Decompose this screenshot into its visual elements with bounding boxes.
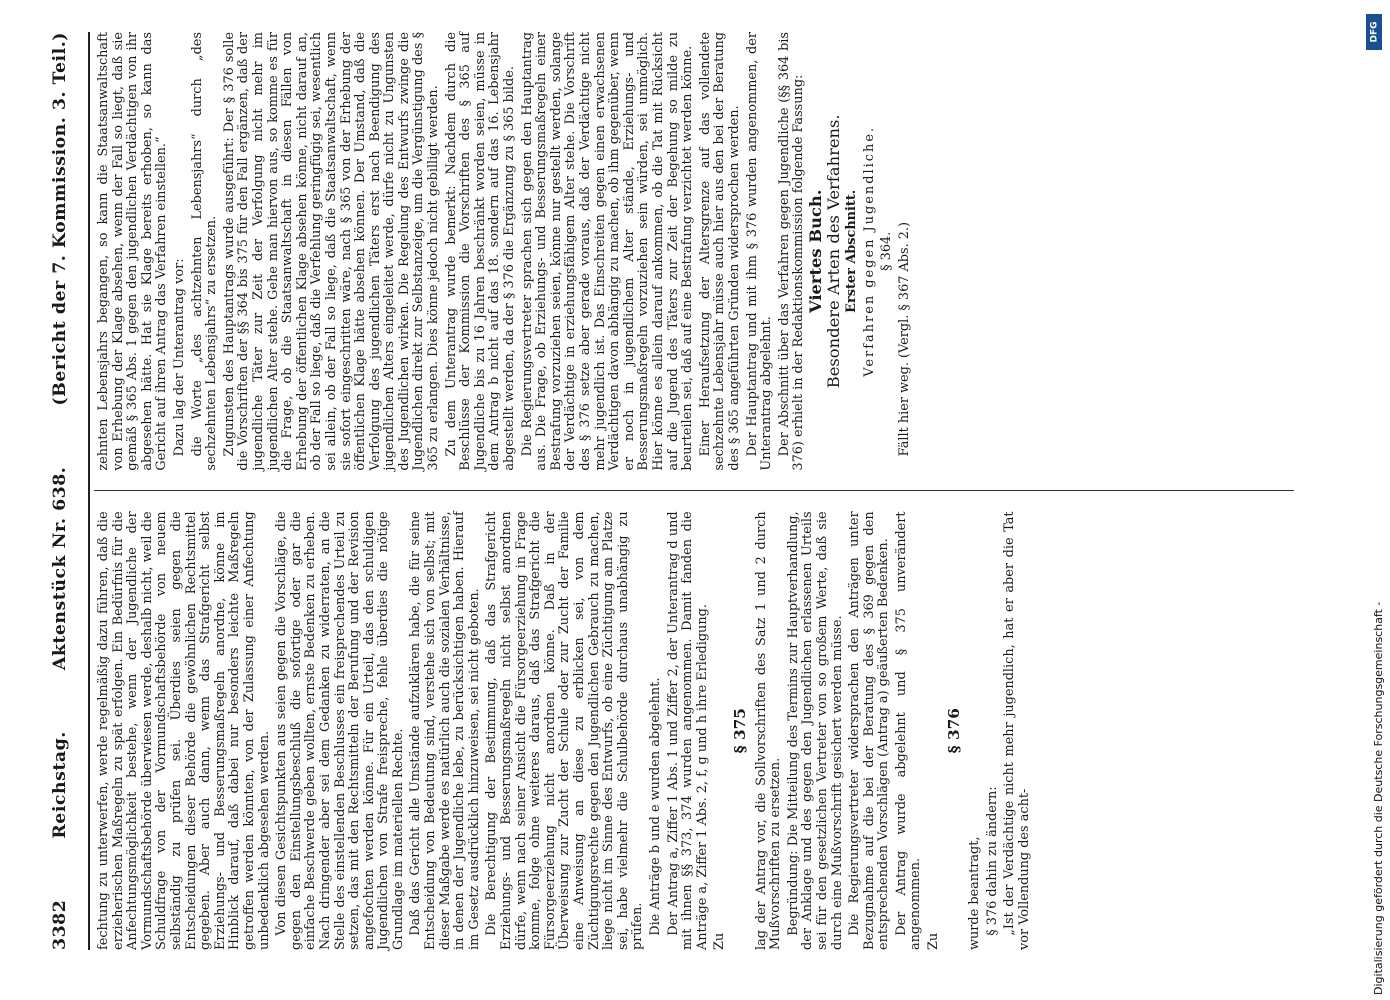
paragraph: zehnten Lebensjahrs begangen, so kann die Staatsanwaltschaft von Erhebung der Klage absehen, wenn der Fall so liegt, daß sie gemäß § 365 Abs. 1 gegen den jugendlichen Verdächtigen von ihr abgesehen hätte. Hat sie Klage bereits erhoben, so kann das Gericht auf ihren Antrag das Verfahren einstellen.“ [95,32,169,471]
paragraph: fechtung zu unterwerfen, werde regelmäßig dazu führen, daß die erzieherischen Maßregeln zu spät erfolgen. Ein Bedürfnis für die Anfechtungsmöglichkeit bestehe, wenn der Jugendliche der Vormundschaftsbehörde überwiesen werde, deshalb nicht, weil die Schuldfrage von der Vormundschaftsbehörde von neuem selbständig zu prüfen sei. Überdies seien gegen die Entscheidungen dieser Behörde die gewöhnlichen Rechtsmittel gegeben. Aber auch dann, wenn das Strafgericht selbst Erziehungs- und Besserungsmaßregeln anordne, könne im Hinblick darauf, daß dabei nur besonders leichte Maßregeln getroffen werden könnten, von der Zulassung einer Anfechtung unbedenklich abgesehen werden. [95,511,271,950]
column-divider [94,490,1294,491]
page-header [50,32,82,950]
paragraph: „Ist der Verdächtige nicht mehr jugendlich, hat er aber die Tat vor Vollendung des acht- [1001,511,1032,950]
paragraph: Der Antrag wurde abgelehnt und § 375 unverändert angenommen. [892,511,923,950]
left-column [96,511,1326,950]
section-heading-376: § 376 [944,708,963,754]
paragraph: Begründung: Die Mitteilung des Termins zur Hauptverhandlung, der Anklage und des gegen den Jugendlichen erlassenen Urteils sei für den gesetzlichen Vertreter von so großem Werte, daß sie durch eine Mußvorschrift gesichert werden müsse. [784,511,844,950]
paragraph-number: § 364. [878,231,894,271]
watermark-text: Digitalisierung gefördert durch die Deutsche Forschungsgemeinschaft - [1372,601,1385,995]
book-heading: Viertes Buch. [805,189,825,314]
paragraph: Dazu lag der Unterantrag vor: [170,258,186,457]
header-right-title: (Bericht der 7. Kommission. 3. Teil.) [50,32,70,406]
zu-label: Zu [711,932,727,950]
paragraph: Die Anträge b und e wurden abgelehnt. [646,677,662,936]
section-subheading: Verfahren gegen Jugendliche. [860,125,876,377]
zu-label: Zu [925,932,941,950]
page-number: 3382 [50,899,70,950]
paragraph: Fällt hier weg. (Vergl. § 367 Abs. 2.) [895,221,911,457]
paragraph: Zu dem Unterantrag wurde bemerkt: Nachdem durch die Beschlüsse der Kommission die Vorschriften des § 365 auf Jugendliche bis zu 16 Jahren beschränkt worden seien, müsse in dem Antrag b nicht auf das 18. sondern auf das 16. Lebensjahr abgestellt werden, da der § 376 die Ergänzung zu § 365 bilde. [442,32,517,471]
paragraph: Der Abschnitt über das Verfahren gegen Jugendliche (§§ 364 bis 376) erhielt in der Redaktionskommission folgende Fassung: [775,32,806,471]
header-left-title: Reichstag. [50,731,70,839]
section-heading-375: § 375 [730,708,749,754]
paragraph: Die Regierungsvertreter widersprachen den Anträgen unter Bezugnahme auf die bei der Beratung des § 369 gegen den entsprechenden Vorschlägen (Antrag a) geäußerten Bedenken. [846,511,891,950]
right-column [96,32,1326,471]
paragraph: Einer Heraufsetzung der Altersgrenze auf das vollendete sechzehnte Lebensjahr müsse auch hier aus den bei der Beratung des § 365 angeführten Gründen widersprochen werden. [696,32,741,471]
paragraph: Die Regierungsvertreter sprachen sich gegen den Hauptantrag aus. Die Frage, ob Erziehungs- und Besserungsmaßregeln einer Bestrafung vorzuziehen seien, könne nur gestellt werden, solange der Verdächtige in erziehungsfähigem Alter stehe. Die Vorschrift des § 376 setze aber gerade voraus, daß der Verdächtige nicht mehr jugendlich ist. Das Einschreiten gegen einen erwachsenen Verdächtigen davon abhängig zu machen, ob ihm gegenüber, wenn er noch in jugendlichem Alter stände, Erziehungs- und Besserungsmaßregeln vorzuziehen sein würden, sei unmöglich. Hier könne es allein darauf ankommen, ob die Tat mit Rücksicht auf die Jugend des Täters zur Zeit der Begehung so milde zu beurteilen sei, daß auf eine Bestrafung verzichtet werden könne. [518,32,695,471]
header-center-title: Aktenstück Nr. 638. [50,466,70,671]
document-page [50,32,1340,950]
paragraph: wurde beantragt, [966,836,982,950]
dfg-logo: DFG [1366,14,1382,50]
paragraph: Daß das Gericht alle Umstände aufzuklären habe, die für seine Entscheidung von Bedeutung sind, verstehe sich von selbst; mit dieser Maßgabe werde es natürlich auch die sozialen Verhältnisse, in denen der Jugendliche lebe, zu berücksichtigen haben. Hierauf im Gesetz ausdrücklich hinzuweisen, sei nicht geboten. [407,511,481,950]
paragraph: die Worte „des achtzehnten Lebensjahrs“ durch „des sechzehnten Lebensjahrs“ zu ersetzen. [188,32,219,471]
paragraph: Von diesen Gesichtspunkten aus seien gegen die Vorschläge, die gegen den Einstellungsbeschluß die sofortige oder gar die einfache Beschwerde geben wollten, ernste Bedenken zu erheben. Nach dringender aber sei dem Gedanken zu widerraten, an die Stelle des einstellenden Beschlusses ein freisprechendes Urteil zu setzen, das mit den Rechtsmitteln der Berufung und der Revision angefochten werden könne. Für ein Urteil, das den schuldigen Jugendlichen von Strafe freispreche, fehle überdies die nötige Grundlage im materiellen Rechte. [273,511,405,950]
section-heading: Erster Abschnitt. [843,189,859,313]
paragraph: Zugunsten des Hauptantrags wurde ausgeführt: Der § 376 solle die Vorschriften der §§ 364 bis 375 für den Fall ergänzen, daß der jugendliche Täter zur Zeit der Verfolgung nicht mehr im jugendlichen Alter stehe. Gehe man hiervon aus, so komme es für die Frage, ob die Staatsanwaltschaft in diesen Fällen von Erhebung der öffentlichen Klage absehen könne, nicht darauf an, ob der Fall so liege, daß die Verfehlung geringfügig sei, wesentlich sei allein, ob der Fall so liege, daß die Staatsanwaltschaft, wenn sie sofort eingeschritten wäre, nach § 365 von der Erhebung der öffentlichen Klage hätte absehen können. Der Umstand, daß die Verfolgung des jugendlichen Täters erst nach Beendigung des jugendlichen Alters eingeleitet werde, dürfe nicht zu Ungunsten des Jugendlichen wirken. Die Regelung des Entwurfs zwinge die Jugendlichen direkt zur Selbstanzeige, um die Vergünstigung des § 365 zu erlangen. Dies könne jedoch nicht gebilligt werden. [220,32,441,471]
book-subheading: Besondere Arten des Verfahrens. [823,114,843,389]
paragraph: lag der Antrag vor, die Sollvorschriften des Satz 1 und 2 durch Mußvorschriften zu ersetzen. [752,511,783,950]
paragraph: Der Hauptantrag und mit ihm § 376 wurden angenommen, der Unterantrag abgelehnt. [743,32,774,471]
header-rule [88,32,90,950]
paragraph: § 376 dahin zu ändern: [983,786,999,936]
paragraph: Der Antrag a, Ziffer 1 Abs. 1 und Ziffer 2, der Unterantrag d und mit ihnen §§ 373, 374 wurden angenommen. Damit fanden die Anträge a, Ziffer 1 Abs. 2, f, g und h ihre Erledigung. [664,511,709,950]
paragraph: Die Berechtigung der Bestimmung, daß das Strafgericht Erziehungs- und Besserungsmaßregeln nicht selbst anordnen dürfe, wenn nach seiner Ansicht die Fürsorgeerziehung in Frage komme, folge ohne weiteres daraus, daß das Strafgericht die Fürsorgeerziehung nicht anordnen könne. Daß in der Überweisung zur Zucht der Schule oder zur Zucht der Familie eine Anweisung an diese zu erblicken sei, von dem Züchtigungsrechte gegen den Jugendlichen Gebrauch zu machen, liege nicht im Sinne des Entwurfs, ob eine Züchtigung am Platze sei, habe vielmehr die Schulbehörde durchaus unabhängig zu prüfen. [483,511,645,950]
digitization-watermark [1330,10,1390,1000]
